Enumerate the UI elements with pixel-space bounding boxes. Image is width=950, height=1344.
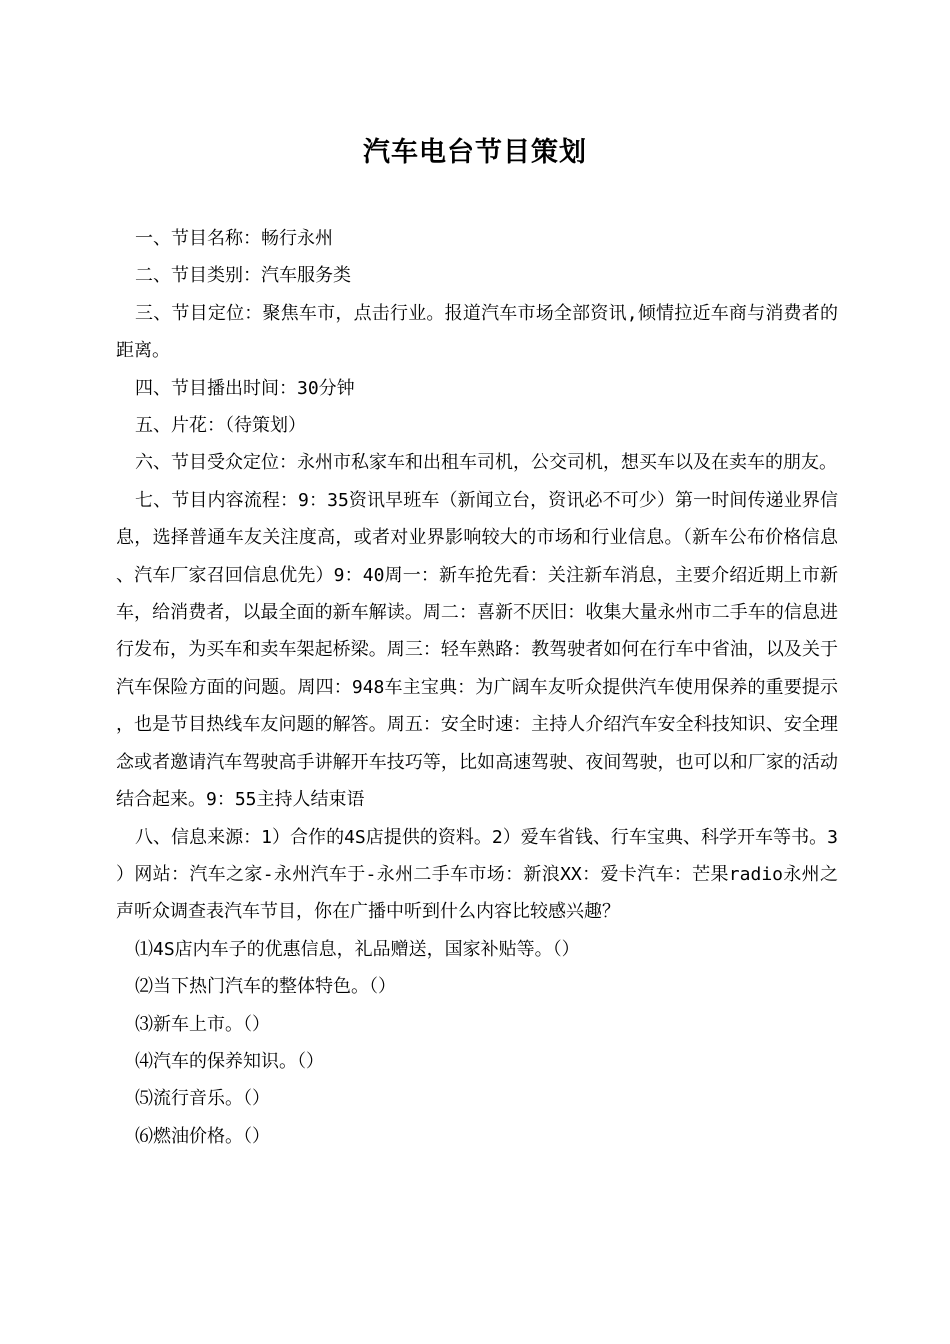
survey-option: ⑸流行音乐。（）: [135, 1088, 270, 1110]
paragraph-program-category: 二、节目类别：汽车服务类: [135, 265, 351, 287]
paragraph-target-audience: 六、节目受众定位：永州市私家车和出租车司机，公交司机，想买车以及在卖车的朋友。: [135, 452, 837, 474]
survey-option: ⑵当下热门汽车的整体特色。（）: [135, 976, 396, 998]
document-body: [116, 220, 838, 1155]
survey-option: ⑴4S店内车子的优惠信息，礼品赠送，国家补贴等。（）: [135, 938, 580, 960]
paragraph-program-positioning: 三、节目定位：聚焦车市，点击行业。报道汽车市场全部资讯,倾情拉近车商与消费者的距离。: [116, 302, 838, 362]
document-title: 汽车电台节目策划: [363, 137, 587, 168]
survey-option: ⑷汽车的保养知识。（）: [135, 1050, 324, 1072]
paragraph-jingle: 五、片花：（待策划）: [135, 415, 306, 437]
paragraph-information-sources: 八、信息来源：1）合作的4S店提供的资料。2）爱车省钱、行车宝典、科学开车等书。3）网站：汽车之家-永州汽车于-永州二手车市场：新浪XX：爱卡汽车：芒果radio永州之声听众调查表汽车节目，你在广播中听到什么内容比较感兴趣？: [116, 826, 838, 923]
paragraph-broadcast-duration: 四、节目播出时间：30分钟: [135, 377, 355, 399]
paragraph-program-name: 一、节目名称：畅行永州: [135, 228, 333, 249]
survey-option: ⑶新车上市。（）: [135, 1013, 270, 1035]
paragraph-content-flow: 七、节目内容流程：9：35资讯早班车（新闻立台，资讯必不可少）第一时间传递业界信息，选择普通车友关注度高，或者对业界影响较大的市场和行业信息。（新车公布价格信息、汽车厂家召回信息优先）9：40周一：新车抢先看：关注新车消息，主要介绍近期上市新车，给消费者，以最全面的新车解读。周二：喜新不厌旧：收集大量永州市二手车的信息进行发布，为买车和卖车架起桥梁。周三：轻车熟路：教驾驶者如何在行车中省油，以及关于汽车保险方面的问题。周四：948车主宝典：为广阔车友听众提供汽车使用保养的重要提示，也是节目热线车友问题的解答。周五：安全时速：主持人介绍汽车安全科技知识、安全理念或者邀请汽车驾驶高手讲解开车技巧等，比如高速驾驶、夜间驾驶，也可以和厂家的活动结合起来。9：55主持人结束语: [116, 489, 838, 811]
survey-option: ⑹燃油价格。（）: [135, 1125, 270, 1147]
